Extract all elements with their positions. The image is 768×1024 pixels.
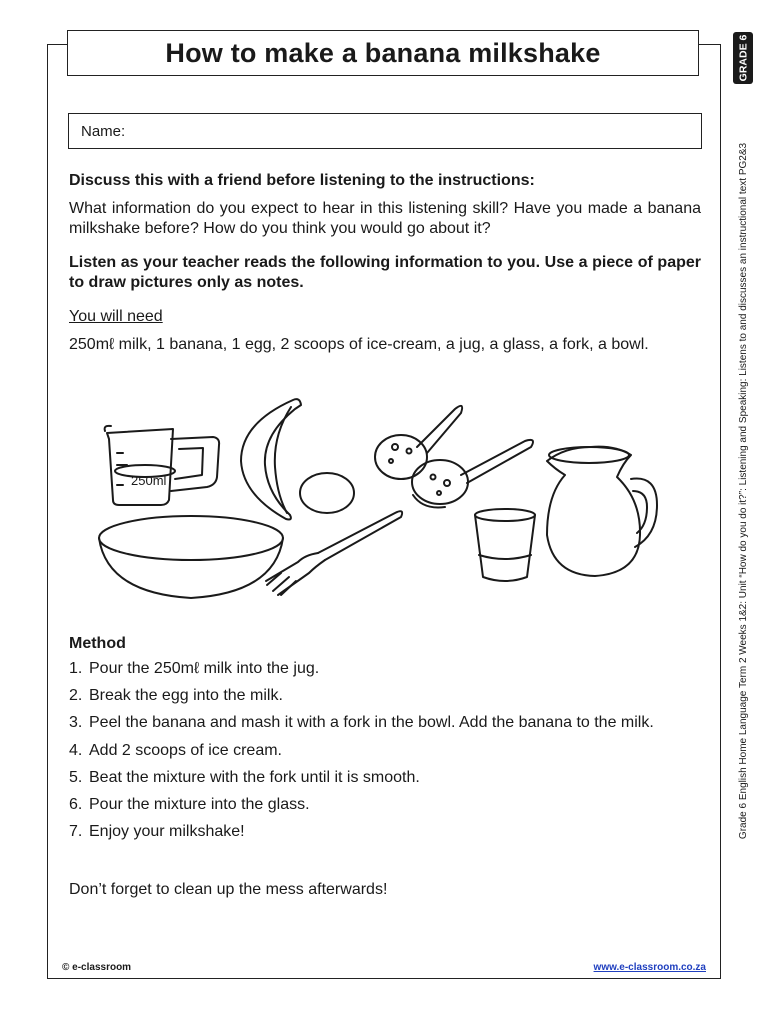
grade-tab xyxy=(733,32,753,84)
closing-note: Don’t forget to clean up the mess afterwards! xyxy=(69,881,388,898)
name-field[interactable] xyxy=(68,113,702,149)
page-title: How to make a banana milkshake xyxy=(165,37,601,68)
grade-tab-label: GRADE 6 xyxy=(737,34,749,82)
pitcher-icon xyxy=(547,447,657,576)
method-step: 1. Pour the 250mℓ milk into the jug. xyxy=(69,660,320,677)
glass-icon xyxy=(475,509,535,581)
side-caption: Grade 6 English Home Language Term 2 Weeks 1&2: Unit “How do you do it?”: Listening and Speaking: Listens to and discusses an instructional text PG2&3 xyxy=(738,142,749,840)
discuss-text: What information do you expect to hear in this listening skill? Have you made a banana milkshake before? How do you think you would go about it? xyxy=(69,200,701,237)
method-steps xyxy=(69,659,701,849)
website-link[interactable]: www.e-classroom.co.za xyxy=(593,962,706,973)
bowl-icon xyxy=(99,516,283,598)
measuring-jug-icon xyxy=(105,426,220,505)
method-step: 6. Pour the mixture into the glass. xyxy=(69,795,310,813)
listen-instruction: Listen as your teacher reads the following information to you. Use a piece of paper to draw pictures only as notes. xyxy=(69,254,701,291)
method-step: 4. Add 2 scoops of ice cream. xyxy=(69,741,282,759)
egg-icon xyxy=(300,473,354,513)
needs-heading: You will need xyxy=(69,308,163,325)
intro-section xyxy=(69,171,701,355)
needs-items: 250mℓ milk, 1 banana, 1 egg, 2 scoops of ice-cream, a jug, a glass, a fork, a bowl. xyxy=(69,336,649,353)
method-step: 5. Beat the mixture with the fork until it is smooth. xyxy=(69,768,420,786)
jug-label: 250ml xyxy=(131,473,167,488)
copyright: © e-classroom xyxy=(62,962,132,973)
discuss-heading: Discuss this with a friend before listening to the instructions: xyxy=(69,172,535,189)
name-label: Name: xyxy=(81,122,126,140)
ingredients-illustration xyxy=(95,395,670,610)
method-step: 2. Break the egg into the milk. xyxy=(69,687,283,705)
fork-icon xyxy=(266,511,402,595)
title-box xyxy=(67,30,699,76)
method-step: 3. Peel the banana and mash it with a fork in the bowl. Add the banana to the milk. xyxy=(69,714,654,732)
method-step: 7. Enjoy your milkshake! xyxy=(69,823,245,841)
banana-icon xyxy=(241,399,301,519)
method-heading: Method xyxy=(69,635,126,652)
method-section xyxy=(69,634,701,849)
ice-cream-scoops-icon xyxy=(375,406,533,508)
